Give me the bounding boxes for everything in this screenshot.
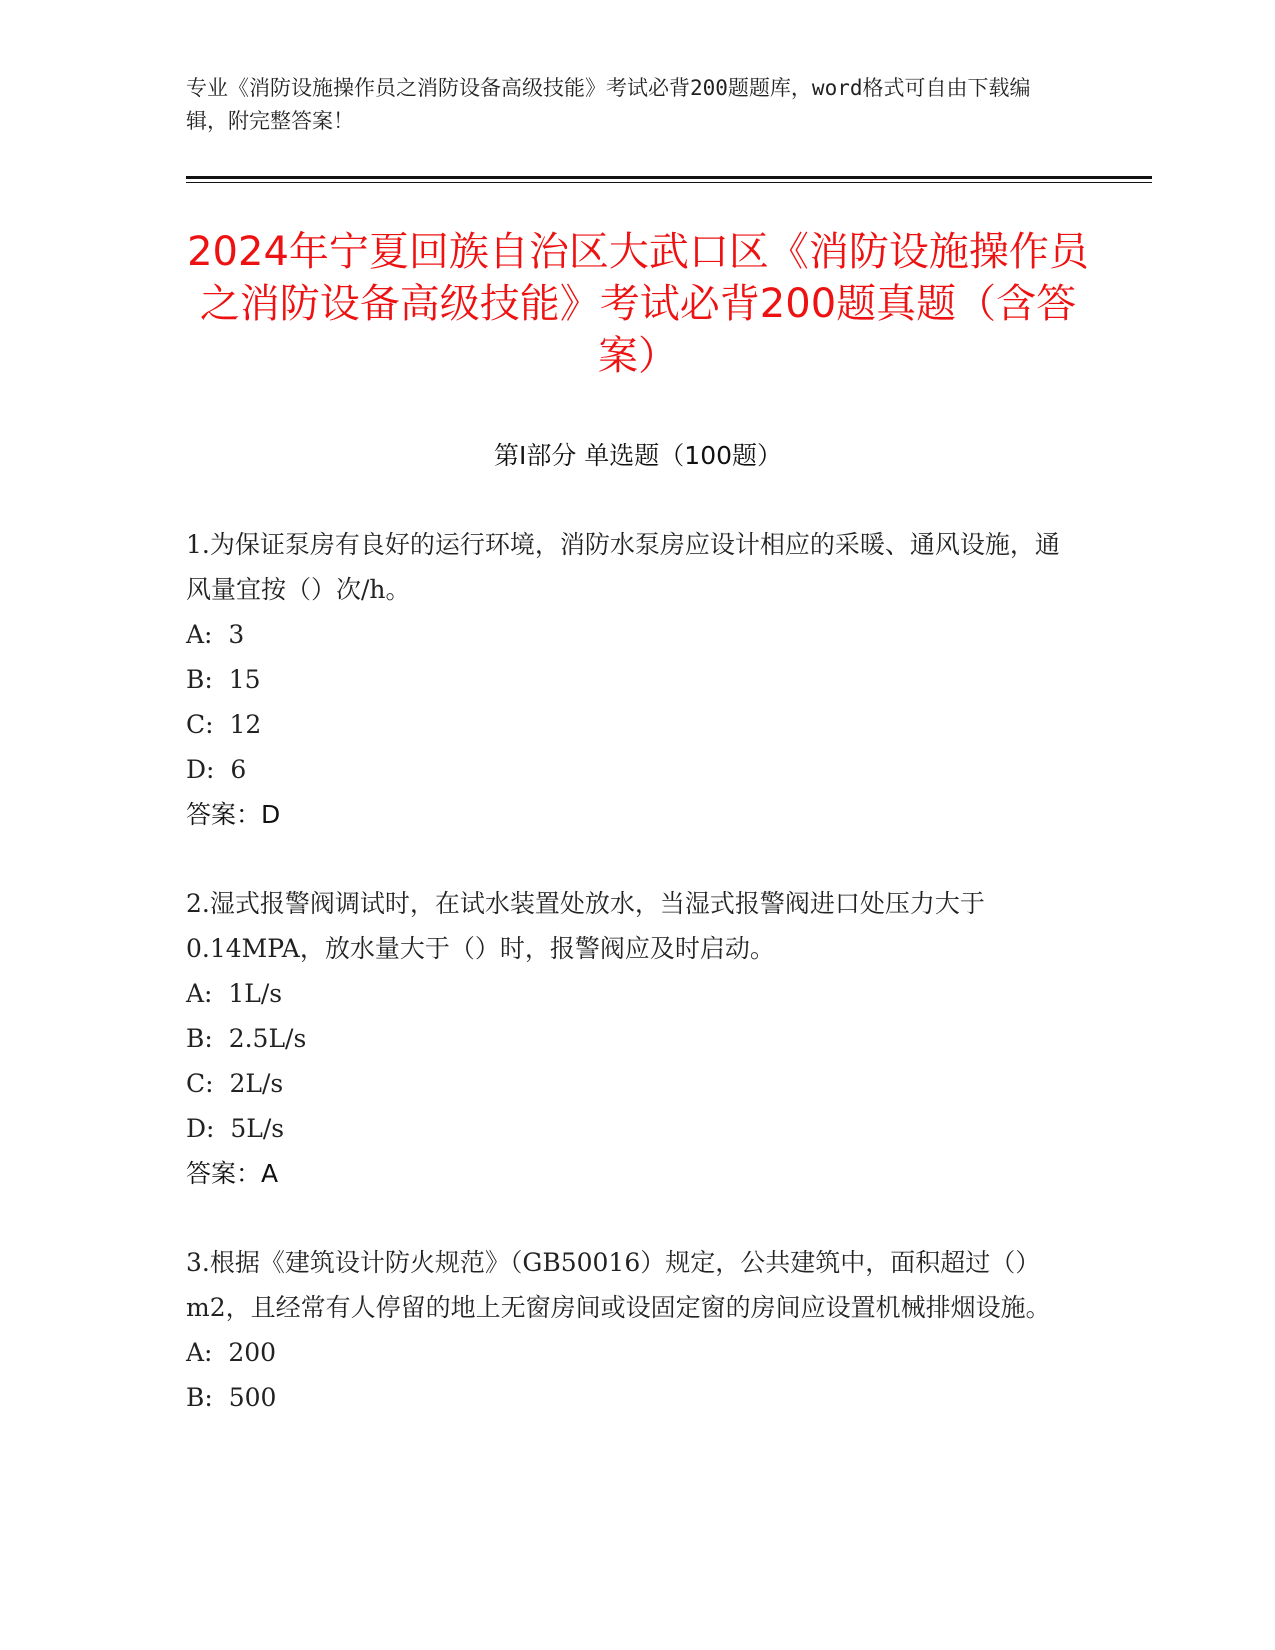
option-c: C: 12 xyxy=(186,710,262,739)
document-title: 2024年宁夏回族自治区大武口区《消防设施操作员之消防设备高级技能》考试必背200题真题（含答案） xyxy=(187,229,1089,379)
option-a: A: 200 xyxy=(186,1338,277,1367)
question-list xyxy=(186,522,1066,1464)
option-a: A: 1L/s xyxy=(186,979,283,1008)
option-b: B: 2.5L/s xyxy=(186,1024,307,1053)
header-note: 专业《消防设施操作员之消防设备高级技能》考试必背200题题库，word格式可自由下载编辑，附完整答案！ xyxy=(186,76,1031,133)
option-d: D: 6 xyxy=(186,755,247,784)
answer-line: 答案：D xyxy=(186,800,281,829)
question-stem: 3.根据《建筑设计防火规范》（GB50016）规定，公共建筑中，面积超过（）m2，且经常有人停留的地上无窗房间或设固定窗的房间应设置机械排烟设施。 xyxy=(186,1248,1051,1322)
option-c: C: 2L/s xyxy=(186,1069,284,1098)
option-d: D: 5L/s xyxy=(186,1114,285,1143)
question-item xyxy=(186,1240,1066,1420)
option-b: B: 15 xyxy=(186,665,261,694)
question-item xyxy=(186,522,1066,837)
header-rule-thick xyxy=(186,176,1152,179)
answer-line: 答案：A xyxy=(186,1159,279,1188)
option-b: B: 500 xyxy=(186,1383,277,1412)
question-item xyxy=(186,881,1066,1196)
question-stem: 2.湿式报警阀调试时，在试水装置处放水，当湿式报警阀进口处压力大于0.14MPA，放水量大于（）时，报警阀应及时启动。 xyxy=(186,889,985,963)
question-stem: 1.为保证泵房有良好的运行环境，消防水泵房应设计相应的采暖、通风设施，通风量宜按（）次/h。 xyxy=(186,530,1060,604)
option-a: A: 3 xyxy=(186,620,245,649)
header-rule-thin xyxy=(186,182,1152,183)
section-heading: 第Ⅰ部分 单选题（100题） xyxy=(493,441,783,470)
